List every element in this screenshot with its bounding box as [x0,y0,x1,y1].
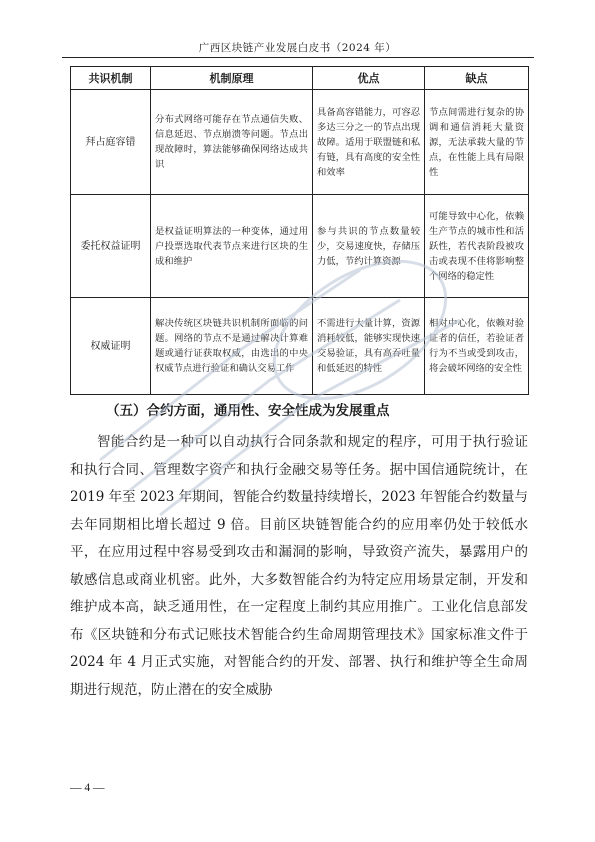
column-header-pros: 优点 [313,67,425,90]
cons-cell: 节点间需进行复杂的协调和通信消耗大量资源，无法承载大量的节点，在性能上具有局限性 [425,90,529,195]
principle-cell: 是权益证明算法的一种变体，通过用户投票选取代表节点来进行区块的生成和维护 [151,195,313,298]
cons-cell: 可能导致中心化，依赖生产节点的城市性和活跃性，若代表阶段被攻击或表现不佳将影响整个网络的稳定性 [425,195,529,298]
table-header-row [71,67,529,90]
running-header: 广西区块链产业发展白皮书（2024 年） [198,42,397,54]
cons-cell: 相对中心化，依赖对验证者的信任，若验证者行为不当或受到攻击，将会破坏网络的安全性 [425,298,529,395]
section-heading: （五）合约方面，通用性、安全性成为发展重点 [106,403,390,419]
pros-cell: 不需进行大量计算，资源消耗较低，能够实现快速交易验证，具有高吞吐量和低延迟的特性 [313,298,425,395]
column-header-mechanism: 共识机制 [71,67,151,90]
column-header-cons: 缺点 [425,67,529,90]
pros-cell: 具备高容错能力，可容忍多达三分之一的节点出现故障。适用于联盟链和私有链，具有高度的安全性和效率 [313,90,425,195]
table-row [71,298,529,395]
principle-cell: 解决传统区块链共识机制所面临的问题。网络的节点不是通过解决计算难题或通行证获取权威，由选出的中央权威节点进行验证和确认交易工作 [151,298,313,395]
mechanism-name-cell: 拜占庭容错 [71,90,151,195]
page-number: — 4 — [70,782,105,794]
pros-cell: 参与共识的节点数量较少，交易速度快，存储压力低，节约计算资源 [313,195,425,298]
mechanism-name-cell: 委托权益证明 [71,195,151,298]
header-rule [62,57,534,58]
mechanism-name-cell: 权威证明 [71,298,151,395]
table-row [71,90,529,195]
table-row [71,195,529,298]
column-header-principle: 机制原理 [151,67,313,90]
consensus-mechanism-table [70,66,529,395]
principle-cell: 分布式网络可能存在节点通信失败、信息延迟、节点崩溃等问题。节点出现故障时，算法能够确保网络达成共识 [151,90,313,195]
body-paragraph: 智能合约是一种可以自动执行合同条款和规定的程序，可用于执行验证和执行合同、管理数字资产和执行金融交易等任务。据中国信通院统计，在 2019 年至 2023 年期间，智能合约数量持续增长，2023 年智能合约数量与去年同期相比增长超过 9 倍。目前区块链智能合约的应用率仍处于较低水平，在应用过程中容易受到攻击和漏洞的影响，导致资产流失，暴露用户的敏感信息或商业机密。此外，大多数智能合约为特定应用场景定制，开发和维护成本高，缺乏通用性，在一定程度上制约其应用推广。工业化信息部发布《区块链和分布式记账技术智能合约生命周期管理技术》国家标准文件于 2024 年 4 月正式实施，对智能合约的开发、部署、执行和维护等全生命周期进行规范，防止潜在的安全威胁 [70,434,528,698]
